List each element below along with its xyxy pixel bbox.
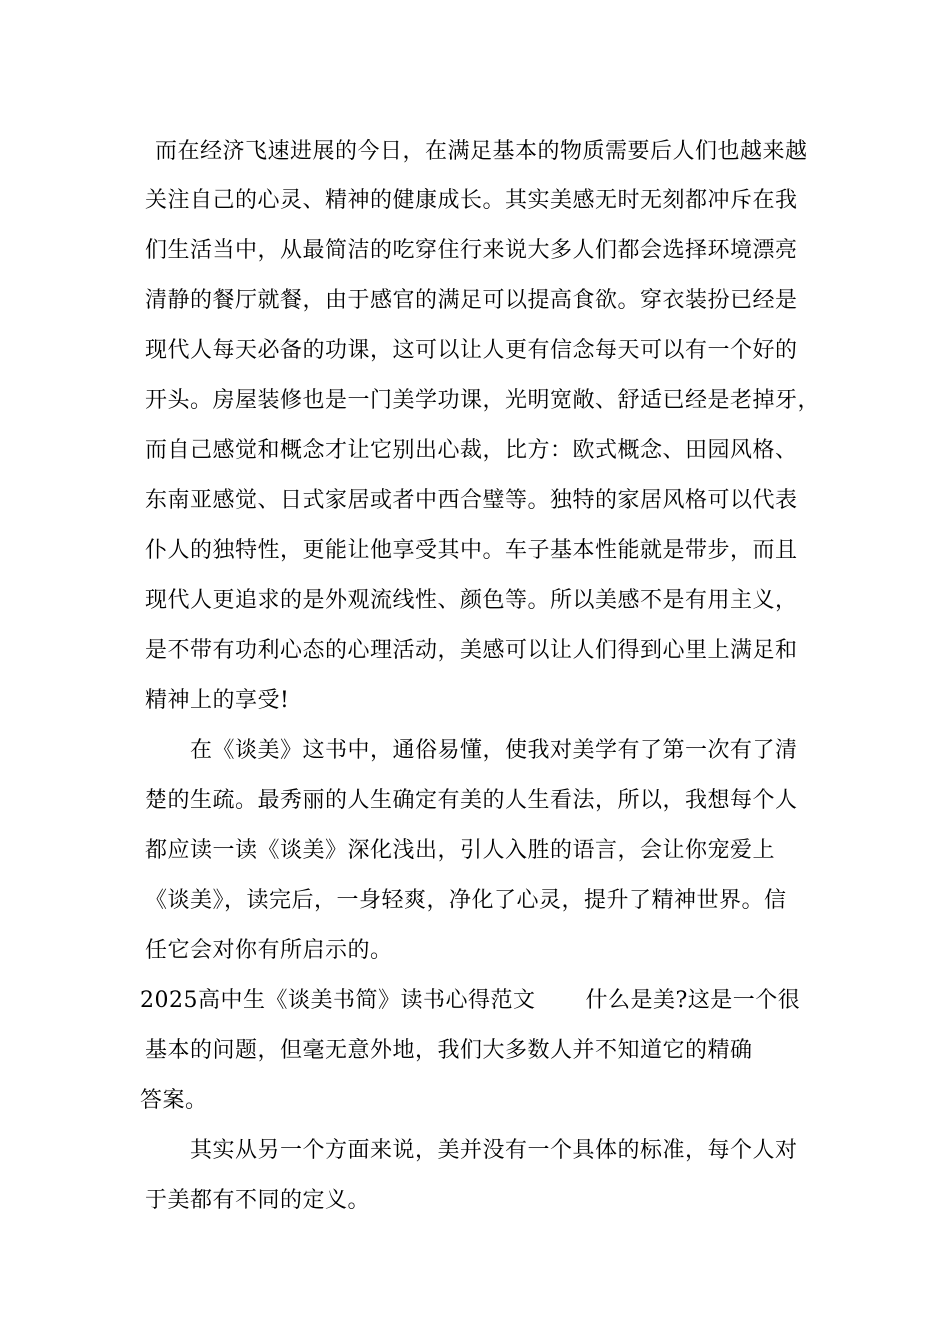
paragraph-4-line-2: 于美都有不同的定义。 bbox=[145, 1188, 371, 1213]
heading-continuation: 什么是美?这是一个很 bbox=[585, 988, 801, 1013]
paragraph-1-line-1: 而在经济飞速进展的今日，在满足基本的物质需要后人们也越来越 bbox=[155, 139, 808, 164]
paragraph-1-line-10: 现代人更追求的是外观流线性、颜色等。所以美感不是有用主义， bbox=[145, 588, 798, 613]
heading-line bbox=[140, 986, 840, 1016]
paragraph-1-line-11: 是不带有功利心态的心理活动，美感可以让人们得到心里上满足和 bbox=[145, 638, 798, 663]
paragraph-3-line-2: 答案。 bbox=[140, 1088, 208, 1113]
paragraph-2-line-4: 《谈美》，读完后，一身轻爽，净化了心灵，提升了精神世界。信 bbox=[145, 888, 787, 913]
paragraph-2-line-3: 都应读一读《谈美》深化浅出，引人入胜的语言，会让你宠爱上 bbox=[145, 838, 776, 863]
paragraph-2-line-5: 任它会对你有所启示的。 bbox=[145, 938, 393, 963]
paragraph-1-line-7: 而自己感觉和概念才让它别出心裁，比方：欧式概念、田园风格、 bbox=[145, 438, 798, 463]
paragraph-1-line-4: 清静的餐厅就餐，由于感官的满足可以提高食欲。穿衣装扮已经是 bbox=[145, 288, 798, 313]
paragraph-2-line-2: 楚的生疏。最秀丽的人生确定有美的人生看法，所以，我想每个人 bbox=[145, 788, 798, 813]
paragraph-4-line-1: 其实从另一个方面来说，美并没有一个具体的标准，每个人对 bbox=[190, 1138, 798, 1163]
paragraph-1-line-3: 们生活当中，从最简洁的吃穿住行来说大多人们都会选择环境漂亮 bbox=[145, 238, 798, 263]
paragraph-1-line-9: 仆人的独特性，更能让他享受其中。车子基本性能就是带步，而且 bbox=[145, 538, 798, 563]
paragraph-1-line-8: 东南亚感觉、日式家居或者中西合璧等。独特的家居风格可以代表 bbox=[145, 488, 798, 513]
paragraph-1-line-2: 关注自己的心灵、精神的健康成长。其实美感无时无刻都冲斥在我 bbox=[145, 188, 798, 213]
paragraph-2-line-1: 在《谈美》这书中，通俗易懂，使我对美学有了第一次有了清 bbox=[190, 738, 798, 763]
paragraph-1-line-6: 开头。房屋装修也是一门美学功课，光明宽敞、舒适已经是老掉牙， bbox=[145, 388, 821, 413]
paragraph-1-line-5: 现代人每天必备的功课，这可以让人更有信念每天可以有一个好的 bbox=[145, 338, 798, 363]
article-title: 2025高中生《谈美书简》读书心得范文 bbox=[140, 988, 536, 1013]
paragraph-3-line-1: 基本的问题，但毫无意外地，我们大多数人并不知道它的精确 bbox=[145, 1038, 753, 1063]
paragraph-1-line-12: 精神上的享受! bbox=[145, 688, 290, 713]
